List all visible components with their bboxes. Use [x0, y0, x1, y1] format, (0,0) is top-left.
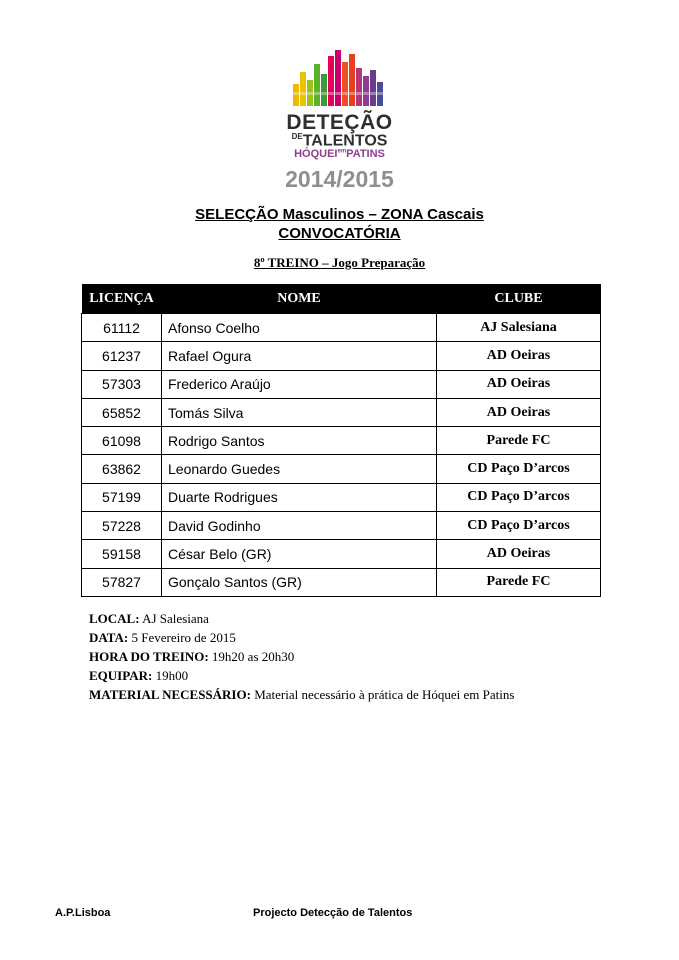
info-label: MATERIAL NECESSÁRIO:	[89, 687, 251, 702]
table-row	[82, 314, 601, 342]
column-header-clube: CLUBE	[437, 284, 601, 314]
cell-clube: AJ Salesiana	[437, 314, 601, 342]
table-row	[82, 483, 601, 511]
cell-nome: Gonçalo Santos (GR)	[162, 568, 437, 596]
logo-sport-small: em	[337, 148, 347, 155]
table-row	[82, 512, 601, 540]
page-subtitle: CONVOCATÓRIA	[278, 225, 401, 242]
roster-table	[81, 284, 601, 597]
logo-skyline-icon	[285, 50, 395, 106]
table-row	[82, 370, 601, 398]
table-row	[82, 398, 601, 426]
logo-sport-left: HÓQUEI	[294, 148, 338, 160]
cell-licenca: 65852	[82, 398, 162, 426]
cell-licenca: 57303	[82, 370, 162, 398]
column-header-nome: NOME	[162, 284, 437, 314]
cell-clube: Parede FC	[437, 427, 601, 455]
table-row	[82, 455, 601, 483]
cell-clube: CD Paço D’arcos	[437, 455, 601, 483]
table-row	[82, 427, 601, 455]
cell-nome: Tomás Silva	[162, 398, 437, 426]
logo	[0, 40, 679, 200]
cell-nome: Rodrigo Santos	[162, 427, 437, 455]
logo-title: DETEÇÃO	[286, 111, 393, 134]
cell-nome: Duarte Rodrigues	[162, 483, 437, 511]
info-label: DATA:	[89, 630, 129, 645]
page-title: SELECÇÃO Masculinos – ZONA Cascais	[195, 206, 484, 223]
cell-nome: Rafael Ogura	[162, 342, 437, 370]
logo-sport-right: PATINS	[346, 148, 385, 160]
info-material	[89, 685, 514, 704]
cell-nome: César Belo (GR)	[162, 540, 437, 568]
cell-clube: AD Oeiras	[437, 540, 601, 568]
logo-sport	[0, 148, 679, 160]
info-label: EQUIPAR:	[89, 668, 153, 683]
cell-clube: CD Paço D’arcos	[437, 512, 601, 540]
cell-licenca: 61237	[82, 342, 162, 370]
footer-left: A.P.Lisboa	[55, 907, 111, 919]
info-value: AJ Salesiana	[142, 611, 209, 626]
cell-clube: AD Oeiras	[437, 342, 601, 370]
footer-right: Projecto Detecção de Talentos	[253, 907, 413, 919]
cell-nome: Frederico Araújo	[162, 370, 437, 398]
cell-licenca: 63862	[82, 455, 162, 483]
info-value: 19h00	[155, 668, 189, 683]
table-row	[82, 540, 601, 568]
cell-licenca: 59158	[82, 540, 162, 568]
table-row	[82, 568, 601, 596]
cell-clube: AD Oeiras	[437, 370, 601, 398]
session-title: 8º TREINO – Jogo Preparação	[253, 255, 426, 270]
cell-clube: CD Paço D’arcos	[437, 483, 601, 511]
cell-licenca: 57199	[82, 483, 162, 511]
info-label: LOCAL:	[89, 611, 140, 626]
logo-subtitle-small: DE	[291, 132, 303, 141]
info-equipar	[89, 666, 514, 685]
info-local	[89, 609, 514, 628]
cell-nome: Leonardo Guedes	[162, 455, 437, 483]
info-value: 19h20 as 20h30	[211, 649, 295, 664]
info-value: Material necessário à prática de Hóquei em Patins	[254, 687, 515, 702]
table-row	[82, 342, 601, 370]
session-info	[89, 609, 514, 704]
cell-licenca: 57827	[82, 568, 162, 596]
info-value: 5 Fevereiro de 2015	[131, 630, 236, 645]
info-hora	[89, 647, 514, 666]
column-header-licenca: LICENÇA	[82, 284, 162, 314]
cell-licenca: 61112	[82, 314, 162, 342]
cell-licenca: 61098	[82, 427, 162, 455]
cell-clube: AD Oeiras	[437, 398, 601, 426]
cell-clube: Parede FC	[437, 568, 601, 596]
logo-season: 2014/2015	[285, 166, 394, 192]
cell-nome: Afonso Coelho	[162, 314, 437, 342]
cell-licenca: 57228	[82, 512, 162, 540]
table-header-row	[82, 284, 601, 314]
cell-nome: David Godinho	[162, 512, 437, 540]
logo-subtitle-main: TALENTOS	[302, 132, 388, 150]
info-data	[89, 628, 514, 647]
info-label: HORA DO TREINO:	[89, 649, 209, 664]
